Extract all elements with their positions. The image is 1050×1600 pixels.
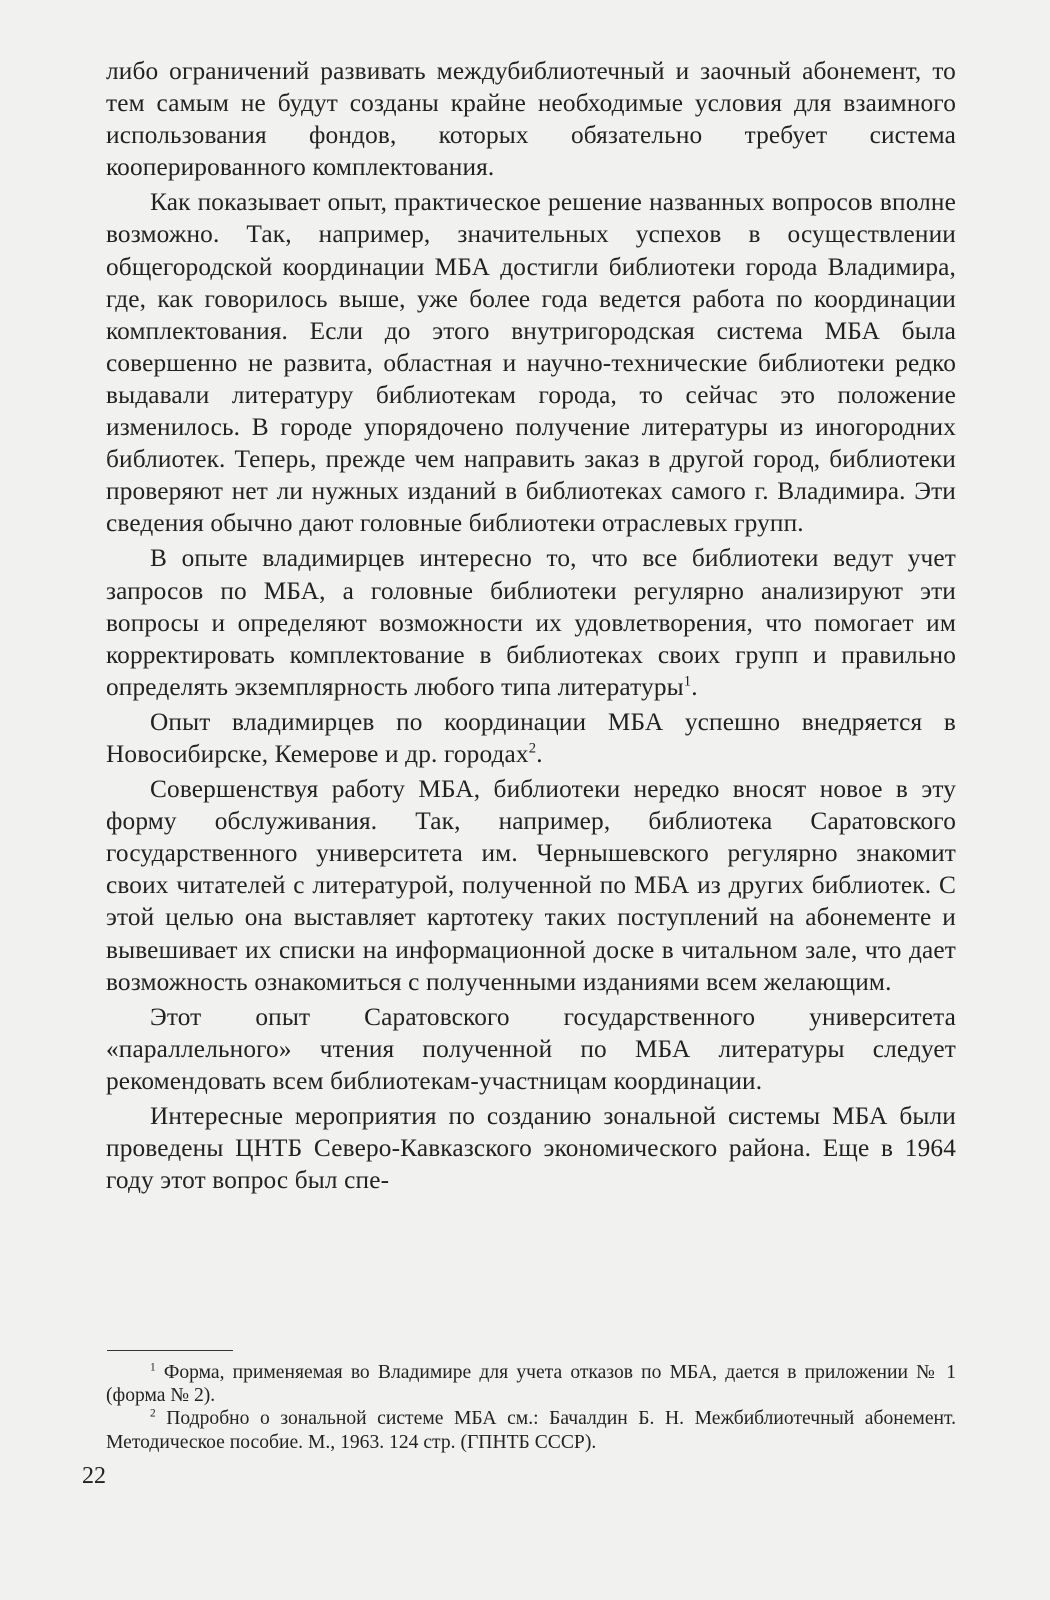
paragraph-3-end: . (691, 672, 698, 701)
main-text (106, 55, 956, 1199)
footnote-2 (106, 1407, 956, 1453)
footnote-mark-2: 2 (150, 1407, 156, 1420)
page-number: 22 (82, 1463, 106, 1489)
paragraph-5: Совершенствуя работу МБА, библиотеки нередко вносят новое в эту форму обслуживания. Так, например, библиотека Саратовского государственного университета им. Чернышевского регулярно знакомит своих читателей с литературой, полученной по МБА из других библиотек. С этой целью она выставляет картотеку таких поступлений на абонементе и вывешивает их списки на информационной доске в читальном зале, что дает возможность ознакомиться с полученными изданиями всем желающим. (106, 775, 956, 996)
paragraph-3 (106, 542, 956, 702)
paragraph-4-text: Опыт владимирцев по координации МБА успешно внедряется в Новосибирске, Кемерове и др. городах (106, 707, 956, 768)
footnote-1-text: Форма, применяемая во Владимире для учета отказов по МБА, дается в приложении № 1 (форма № 2). (106, 1362, 956, 1407)
footnote-ref-1: 1 (683, 673, 692, 690)
footnote-ref-2: 2 (528, 740, 537, 757)
paragraph-1: либо ограничений развивать междубиблиотечный и заочный абонемент, то тем самым не будут созданы крайне необходимые условия для взаимного использования фондов, которых обязательно требует система кооперированного комплектования. (106, 57, 956, 182)
footnote-divider (107, 1350, 233, 1351)
paragraph-3-text: В опыте владимирцев интересно то, что все библиотеки ведут учет запросов по МБА, а головные библиотеки регулярно анализируют эти вопросы и определяют возможности их удовлетворения, что помогает им корректировать комплектование в библиотеках своих групп и правильно определять экземплярность любого типа литературы (106, 544, 956, 701)
footnote-2-text: Подробно о зональной системе МБА см.: Бачалдин Б. Н. Межбиблиотечный абонемент. Методическое пособие. М., 1963. 124 стр. (ГПНТБ СССР). (106, 1408, 956, 1453)
footnote-mark-1: 1 (150, 1361, 156, 1374)
paragraph-6: Этот опыт Саратовского государственного университета «параллельного» чтения полученной по МБА литературы следует рекомендовать всем библиотекам-участницам координации. (106, 1002, 956, 1095)
footnotes (106, 1361, 956, 1454)
paragraph-7: Интересные мероприятия по созданию зональной системы МБА были проведены ЦНТБ Северо-Кавказского экономического района. Еще в 1964 году этот вопрос был спе- (106, 1102, 956, 1195)
paragraph-2: Как показывает опыт, практическое решение названных вопросов вполне возможно. Так, например, значительных успехов в осуществлении общегородской координации МБА достигли библиотеки города Владимира, где, как говорилось выше, уже более года ведется работа по координации комплектования. Если до этого внутригородская система МБА была совершенно не развита, областная и научно-технические библиотеки редко выдавали литературу библиотекам города, то сейчас это положение изменилось. В городе упорядочено получение литературы из иногородних библиотек. Теперь, прежде чем направить заказ в другой город, библиотеки проверяют нет ли нужных изданий в библиотеках самого г. Владимира. Эти сведения обычно дают головные библиотеки отраслевых групп. (106, 188, 956, 538)
paragraph-4 (106, 706, 956, 770)
paragraph-4-end: . (536, 739, 543, 768)
footnote-1 (106, 1361, 956, 1407)
